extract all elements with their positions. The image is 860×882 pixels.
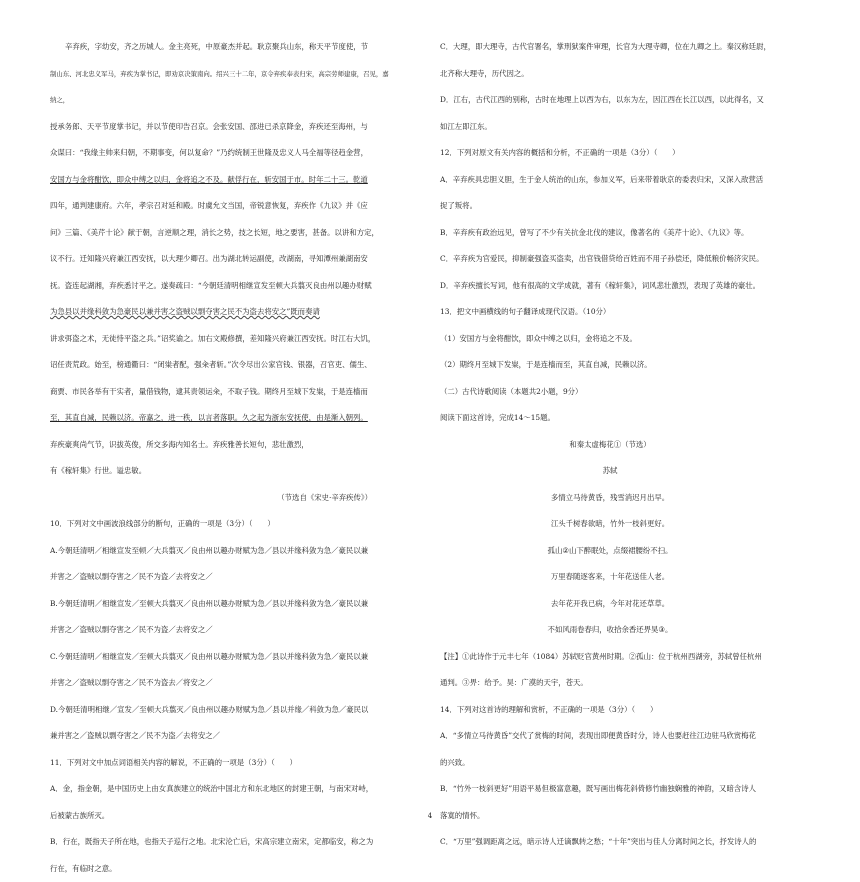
q12-option-a-cont: 捉了叛将。 (440, 193, 780, 220)
q11-option-a: A．金，指金朝，是中国历史上由女真族建立的统治中国北方和东北地区的封建王朝，与南宋对峙， (50, 776, 390, 803)
poem-line-1: 多情立马待黄昏，残雪消迟月出早。 (440, 485, 780, 512)
bio-line-0: 辛弃疾，字幼安，齐之历城人。金主亮死，中原豪杰并起。耿京聚兵山东，称天平节度使，节 (50, 34, 390, 61)
question-13: 13．把文中画横线的句子翻译成现代汉语。（10分） (440, 299, 780, 326)
q10-option-d-cont: 兼并害之／盗贼以剽夺害之／民不为盗／去将安之／ (50, 723, 390, 750)
q12-option-a: A．辛弃疾具忠胆义胆，生于金人统治的山东，参加义军，后来带着耿京的委表归宋，又深入敌营活 (440, 167, 780, 194)
section-poetry-heading: （二）古代诗歌阅读（本题共2小题，9分） (440, 379, 780, 406)
bio-line-15: 有《稼轩集》行世。谥忠敏。 (50, 458, 390, 485)
bio-line-12: 商贾、市民各举有干实者，量借钱物，逮其责领运籴，不取子钱。期终月至城下发粜，于是连樯而 (50, 379, 390, 406)
q10-option-d: D.今朝廷清明相继／宣发／至顿大兵翦灭／良由州以趣办财赋为急／县以并缘／科敛为急／豪民以 (50, 697, 390, 724)
q10-option-b-cont: 并害之／盗贼以剽夺害之／民不为盗／去将安之／ (50, 617, 390, 644)
q14-option-c: C．“万里”强调距离之远，暗示诗人迁谪飘转之愁；“十年”突出与佳人分离时间之长，抒发诗人的 (440, 829, 780, 856)
bio-line-11: 诏任责荒政。始至，榜通衢曰：“闭粜者配，强籴者斩。”次令尽出公家官钱、银器，召官吏、儒生、 (50, 352, 390, 379)
q10-option-a-cont: 并害之／盗贼以剽夺害之／民不为盗／去将安之／ (50, 564, 390, 591)
q10-option-a: A.今朝廷清明／相继宣发至顿／大兵翦灭／良由州以趣办财赋为急／县以并缘科敛为急／豪民以兼 (50, 538, 390, 565)
poem-line-6: 不如风雨卷春归，收拾余香还畀昊③。 (440, 617, 780, 644)
bio-line-10: 讲求弭盗之术，无徒恃平盗之兵。”诏奖谕之。加右文殿修撰，差知隆兴府兼江西安抚。时江右大饥， (50, 326, 390, 353)
bio-line-14: 弃疾豪爽尚气节，识拔英俊，所交多海内知名士。弃疾雅善长短句，悲壮激烈， (50, 432, 390, 459)
bio-line-1: 制山东、河北忠义军马，弃疾为掌书记，即劝京决策南向。绍兴三十二年，京令弃疾奉表归宋，高宗劳师建康，召见，嘉纳之， (50, 61, 390, 114)
bio-line-8: 抚。盗连起湖湘，弃疾悉讨平之。遂奏疏曰：“今朝廷清明相继宣发至顿大兵翦灭良由州以趣办财赋 (50, 273, 390, 300)
bio-line-7: 议不行。迁知隆兴府兼江西安抚，以大理少卿召。出为湖北转运副使，改湖南，寻知潭州兼湖南安 (50, 246, 390, 273)
q12-option-c: C．辛弃疾为官爱民，抑制豪强盗买盗卖，出官钱借贷给百姓而不用子孙偿还，降低粮价畅济灾民。 (440, 246, 780, 273)
bio-line-4-underlined: 安国方与金将酣饮，即众中缚之以归，金将追之不及。献俘行在，斩安国于市。时年二十三。乾道 (50, 167, 390, 194)
bio-line-6: 问》三篇、《美芹十论》献于朝，言逆顺之理，消长之势，技之长短，地之要害，甚备。以讲和方定， (50, 220, 390, 247)
question-11: 11．下列对文中加点词语相关内容的解说，不正确的一项是（3分）（ ） (50, 750, 390, 777)
q14-option-a: A．“多情立马待黄昏”交代了赏梅的时间，表现出即便黄昏时分，诗人也要赶往江边驻马欣赏梅花 (440, 723, 780, 750)
q11-option-d-cont: 如江左即江东。 (440, 114, 780, 141)
page-number: 4 (0, 812, 860, 820)
bio-line-2: 授承务郎、天平节度掌书记，并以节使印告召京。会张安国、邵进已杀京降金，弃疾还至海州，与 (50, 114, 390, 141)
poem-note: 【注】①此诗作于元丰七年（1084）苏轼贬官黄州时期。②孤山：位于杭州西湖旁，苏轼曾任杭州 (440, 644, 780, 671)
poem-note-cont: 通判。③畀：给予。昊：广漠的天宇，苍天。 (440, 670, 780, 697)
q12-option-b: B．辛弃疾有政治远见，曾写了不少有关抗金北伐的建议，像著名的《美芹十论》、《九议》等。 (440, 220, 780, 247)
poem-line-4: 万里春随逐客来，十年花送佳人老。 (440, 564, 780, 591)
source-citation: （节选自《宋史·辛弃疾传》） (50, 485, 390, 512)
poetry-instruction: 阅读下面这首诗，完成14～15题。 (440, 405, 780, 432)
q12-option-d: D．辛弃疾擅长写词，他有很高的文学成就，著有《稼轩集》，词风悲壮激烈，表现了英雄的豪壮。 (440, 273, 780, 300)
q11-option-c-cont: 北齐称大理寺，历代因之。 (440, 61, 780, 88)
q10-option-c-cont: 并害之／盗贼以剽夺害之／民不为盗去／将安之／ (50, 670, 390, 697)
q14-option-a-cont: 的兴致。 (440, 750, 780, 777)
poem-line-2: 江头千树春欲暗，竹外一枝斜更好。 (440, 511, 780, 538)
bio-line-9-wavy: 为急县以并缘科敛为急豪民以兼并害之盗贼以剽夺害之民不为盗去将安之”既而奏请 (50, 299, 390, 326)
right-column (440, 34, 780, 856)
q13-part-2: （2）期终月至城下发粜，于是连樯而至，其直自减，民赖以济。 (440, 352, 780, 379)
q11-option-b: B．行在，既指天子所在地，也指天子巡行之地。北宋沦亡后，宋高宗建立南宋，定都临安，称之为 (50, 829, 390, 856)
bio-line-3: 众谋曰：“我缘主帅来归朝，不期事变，何以复命？”乃约统制王世隆及忠义人马全福等径趋金营， (50, 140, 390, 167)
poem-author: 苏轼 (440, 458, 780, 485)
q11-option-d: D．江右，古代江西的别称，古时在地理上以西为右，以东为左，因江西在长江以西，以此得名，又 (440, 87, 780, 114)
q11-option-c: C．大理，即大理寺，古代官署名，掌刑狱案件审理，长官为大理寺卿，位在九卿之上。秦汉称廷尉， (440, 34, 780, 61)
q13-part-1: （1）安国方与金将酣饮，即众中缚之以归，金将追之不及。 (440, 326, 780, 353)
poem-title: 和秦太虚梅花①（节选） (440, 432, 780, 459)
left-column (50, 34, 390, 882)
question-14: 14．下列对这首诗的理解和赏析，不正确的一项是（3分）（ ） (440, 697, 780, 724)
question-10: 10．下列对文中画波浪线部分的断句，正确的一项是（3分）（ ） (50, 511, 390, 538)
bio-line-13-underlined: 至，其直自减，民赖以济。帝嘉之，进一秩，以言者落职。久之起为浙东安抚使，由是渐入朝列。 (50, 405, 390, 432)
q10-option-b: B.今朝廷清明／相继宣发／至顿大兵翦灭／良由州以趣办财赋为急／县以并缘科敛为急／豪民以兼 (50, 591, 390, 618)
q14-option-b-cont: 落寞的情怀。 (440, 803, 780, 830)
q10-option-c: C.今朝廷清明／相继宣发／至顿大兵翦灭／良由州以趣办财赋为急／县以并缘科敛为急／豪民以兼 (50, 644, 390, 671)
poem-line-3: 孤山②山下醉眠处，点缀裙腰纷不扫。 (440, 538, 780, 565)
q14-option-b: B．“竹外一枝斜更好”用语平易但极富意趣，既写画出梅花斜倚修竹幽独娴雅的神韵，又暗含诗人 (440, 776, 780, 803)
poem-line-5: 去年花开我已病，今年对花还草草。 (440, 591, 780, 618)
q11-option-b-cont: 行在，有临时之意。 (50, 856, 390, 882)
question-12: 12．下列对原文有关内容的概括和分析，不正确的一项是（3分）（ ） (440, 140, 780, 167)
bio-line-5: 四年，通判建康府。六年，孝宗召对延和殿。时虞允文当国，帝锐意恢复，弃疾作《九议》并《应 (50, 193, 390, 220)
q11-option-a-cont: 后被蒙古族所灭。 (50, 803, 390, 830)
